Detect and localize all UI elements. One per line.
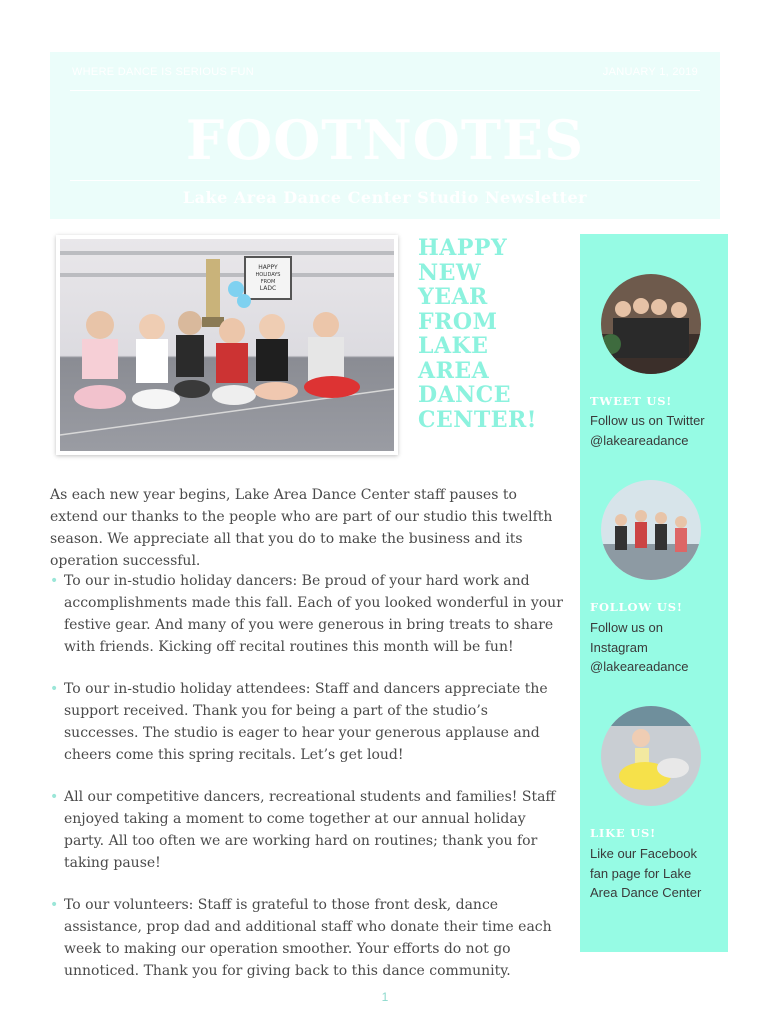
list-item-text: To our in-studio holiday attendees: Staff and dancers appreciate the support received. Thank you for being a part of the studio’s successes. The studio is eager to hear your generous applause and cheers come this spring recitals. Let’s get loud! (64, 681, 548, 763)
header-topline (72, 66, 698, 82)
list-item-text: To our in-studio holiday dancers: Be proud of your hard work and accomplishments made this fall. Each of you looked wonderful in your festive gear. And many of you were generous in bring treats to share with friends. Kicking off recital routines this month will be fun! (64, 573, 563, 655)
list-item-text: All our competitive dancers, recreational students and families! Staff enjoyed taking a moment to come together at our annual holiday party. All too often we are working hard on routines; thank you for taking pause! (64, 789, 556, 871)
bullet-icon: • (50, 681, 59, 697)
list-item-text: To our volunteers: Staff is grateful to those front desk, dance assistance, prop dad and additional staff who donate their time each week to making our operation smoother. Your efforts do not go unnoticed. Thank you for giving back to this dance community. (64, 897, 552, 979)
dancers-photo-avatar (601, 480, 701, 580)
header-rule-bottom (70, 180, 700, 181)
header-banner (50, 52, 720, 219)
list-item (50, 678, 565, 766)
dance-class-illustration (60, 239, 394, 451)
staff-photo-avatar (601, 274, 701, 374)
twitter-text[interactable]: Follow us on Twitter @lakeareadance (590, 413, 705, 448)
holiday-sign-line-1: HAPPY (258, 264, 278, 271)
newsletter-subtitle: Lake Area Dance Center Studio Newsletter (182, 188, 588, 207)
social-sidebar (580, 234, 728, 952)
list-item (50, 786, 565, 874)
bullet-icon: • (50, 897, 59, 913)
headline: HAPPY NEW YEAR FROM LAKE AREA DANCE CENTER! (418, 235, 537, 433)
holiday-sign-line-4: LADC (259, 285, 277, 292)
holiday-sign-line-2: HOLIDAYS (255, 272, 281, 278)
bullet-icon: • (50, 789, 59, 805)
instagram-text[interactable]: Follow us on Instagram @lakeareadance (590, 620, 689, 674)
instagram-heading: FOLLOW US! (590, 600, 683, 614)
issue-date: JANUARY 1, 2019 (602, 66, 698, 78)
intro-paragraph: As each new year begins, Lake Area Dance Center staff pauses to extend our thanks to the people who are part of our studio this twelfth season. We appreciate all that you do to make the business and its operation successful. (50, 487, 553, 569)
facebook-heading: LIKE US! (590, 826, 657, 840)
thank-you-list (50, 570, 565, 1002)
holiday-sign-line-3: FROM (260, 279, 276, 285)
tagline: WHERE DANCE IS SERIOUS FUN (72, 66, 254, 78)
facebook-text[interactable]: Like our Facebook fan page for Lake Area Dance Center (590, 846, 702, 900)
group-photo-scene (60, 239, 394, 451)
list-item (50, 894, 565, 982)
twitter-heading: TWEET US! (590, 394, 673, 408)
dancer-photo-avatar (601, 706, 701, 806)
bullet-icon: • (50, 573, 59, 589)
page-number: 1 (381, 990, 389, 1004)
header-rule-top (70, 90, 700, 91)
list-item (50, 570, 565, 658)
newsletter-title: FOOTNOTES (185, 108, 585, 172)
group-photo (56, 235, 398, 455)
